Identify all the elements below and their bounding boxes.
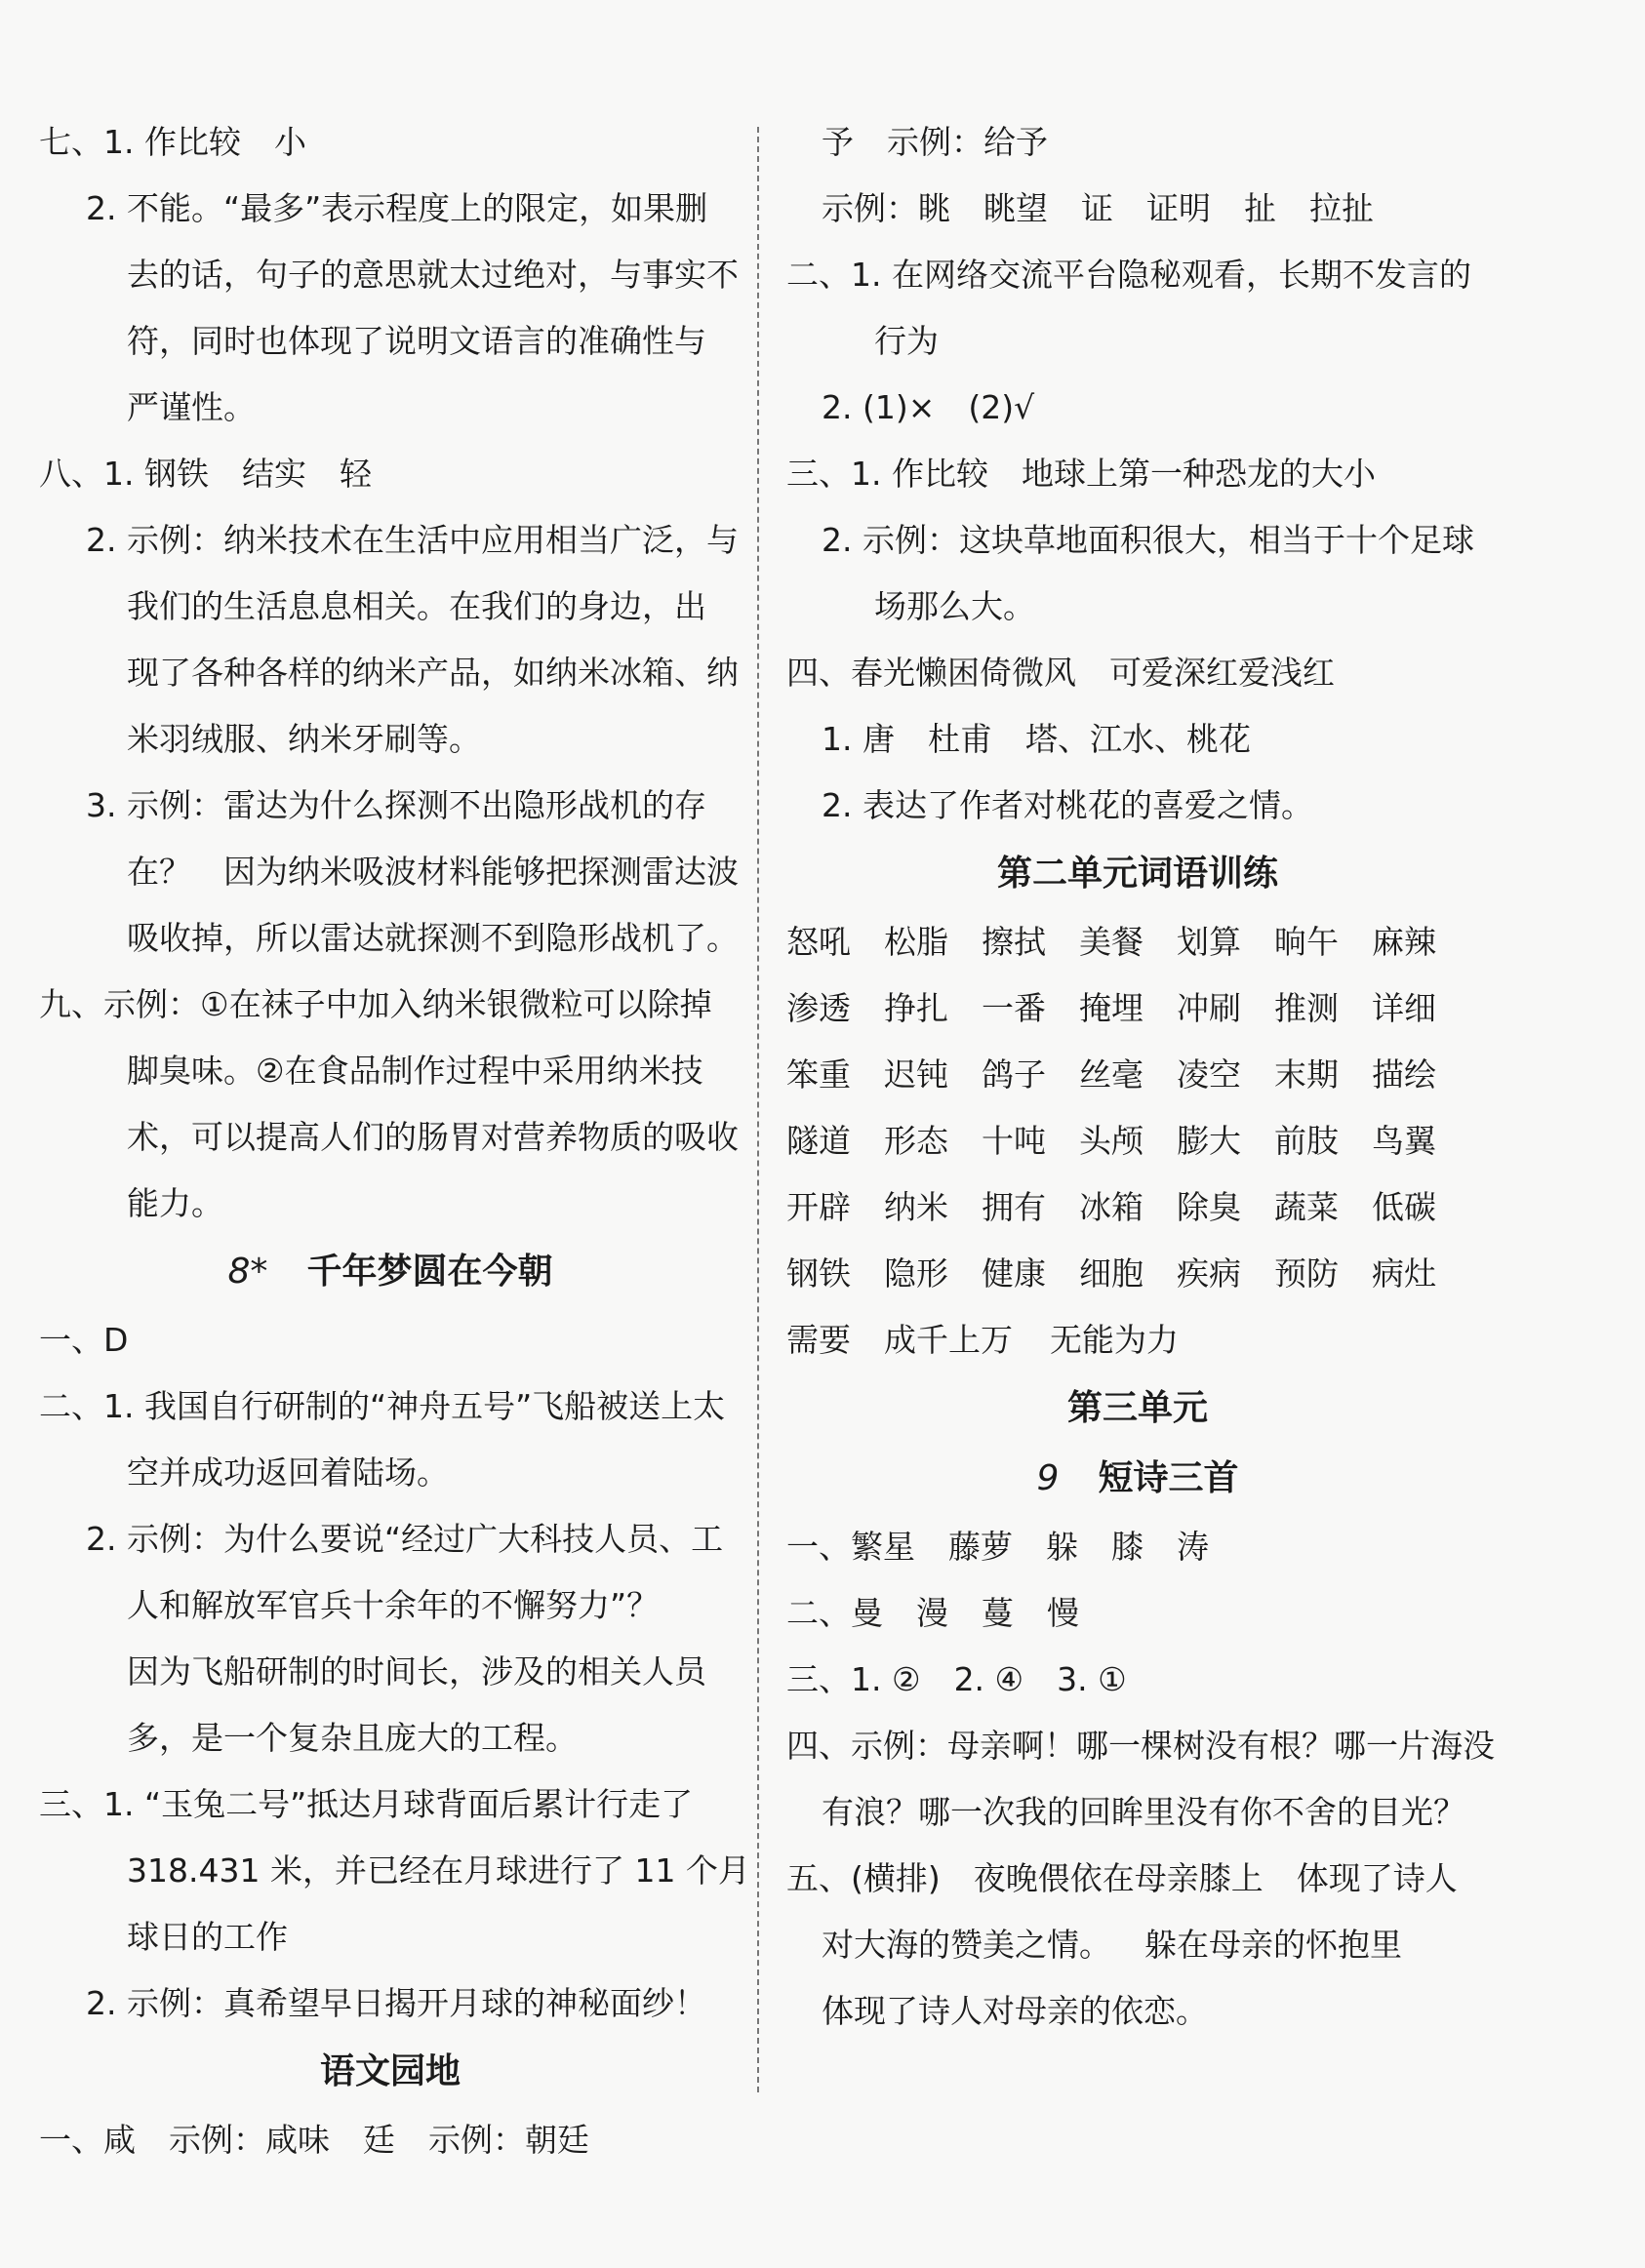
vocab-word: 隧道 xyxy=(786,1122,851,1160)
vocab-word: 冰箱 xyxy=(1079,1188,1143,1226)
vocab-word: 笨重 xyxy=(786,1055,851,1094)
vocab-row xyxy=(786,1108,1489,1174)
vocab-word: 开辟 xyxy=(786,1188,851,1226)
vocab-word: 迟钝 xyxy=(884,1055,948,1094)
answer-line: 能力。 xyxy=(127,1184,223,1222)
vocab-row xyxy=(786,1241,1489,1307)
column-divider xyxy=(757,127,759,2092)
answer-line: 2. 示例：为什么要说“经过广大科技人员、工 xyxy=(86,1520,724,1558)
vocab-word: 推测 xyxy=(1274,989,1339,1027)
vocab-word: 美餐 xyxy=(1079,923,1143,961)
answer-line: 行为 xyxy=(874,322,939,360)
vocab-word: 掩埋 xyxy=(1079,989,1143,1027)
answer-line: 二、1. 我国自行研制的“神舟五号”飞船被送上太 xyxy=(39,1387,726,1425)
right-column xyxy=(786,109,1495,2045)
vocab-word: 形态 xyxy=(884,1122,948,1160)
answer-line: 四、示例：母亲啊！哪一棵树没有根？哪一片海没 xyxy=(786,1727,1495,1765)
vocab-word: 冲刷 xyxy=(1177,989,1241,1027)
vocab-word: 头颅 xyxy=(1079,1122,1143,1160)
answer-line: 因为飞船研制的时间长，涉及的相关人员 xyxy=(127,1652,706,1691)
vocab-word: 详细 xyxy=(1372,989,1436,1027)
vocab-word: 除臭 xyxy=(1177,1188,1241,1226)
answer-line: 七、1. 作比较 小 xyxy=(39,123,306,161)
vocab-word: 挣扎 xyxy=(884,989,948,1027)
answer-line: 1. 唐 杜甫 塔、江水、桃花 xyxy=(822,720,1251,758)
vocab-heading: 第二单元词语训练 xyxy=(996,854,1278,894)
vocab-word: 纳米 xyxy=(884,1188,948,1226)
vocab-word: 低碳 xyxy=(1372,1188,1436,1226)
answer-line: 2. 示例：真希望早日揭开月球的神秘面纱！ xyxy=(86,1984,706,2022)
answer-line: 对大海的赞美之情。 躲在母亲的怀抱里 xyxy=(822,1926,1402,1964)
answer-line: 去的话，句子的意思就太过绝对，与事实不 xyxy=(127,256,739,294)
vocab-word: 怒吼 xyxy=(786,923,851,961)
unit-heading: 第三单元 xyxy=(1066,1388,1208,1428)
vocab-word: 末期 xyxy=(1274,1055,1339,1094)
answer-line: 3. 示例：雷达为什么探测不出隐形战机的存 xyxy=(86,786,706,824)
answer-line: 人和解放军官兵十余年的不懈努力”？ xyxy=(127,1586,660,1624)
answer-line: 吸收掉，所以雷达就探测不到隐形战机了。 xyxy=(127,919,739,957)
vocab-word: 一番 xyxy=(982,989,1046,1027)
answer-line: 我们的生活息息相关。在我们的身边，出 xyxy=(127,587,706,625)
answer-line: 二、1. 在网络交流平台隐秘观看，长期不发言的 xyxy=(786,256,1471,294)
answer-line: 体现了诗人对母亲的依恋。 xyxy=(822,1992,1208,2030)
vocab-word: 拥有 xyxy=(982,1188,1046,1226)
vocab-word: 擦拭 xyxy=(982,923,1046,961)
answer-line: 予 示例：给予 xyxy=(822,123,1048,161)
vocab-word: 划算 xyxy=(1177,923,1241,961)
answer-line: 一、繁星 藤萝 躲 膝 涛 xyxy=(786,1528,1209,1566)
vocab-word: 晌午 xyxy=(1274,923,1339,961)
lesson-heading: 8* 千年梦圆在今朝 xyxy=(227,1252,553,1292)
answer-line: 在？ 因为纳米吸波材料能够把探测雷达波 xyxy=(127,853,739,891)
vocab-word: 麻辣 xyxy=(1372,923,1436,961)
answer-line: 三、1. ② 2. ④ 3. ① xyxy=(786,1660,1127,1698)
vocab-word: 健康 xyxy=(982,1254,1046,1293)
vocab-word: 膨大 xyxy=(1177,1122,1241,1160)
answer-line: 示例：眺 眺望 证 证明 扯 拉扯 xyxy=(822,189,1374,227)
answer-line: 一、D xyxy=(39,1321,129,1359)
left-column xyxy=(39,109,750,2173)
vocab-row xyxy=(786,1307,1489,1373)
section-heading: 语文园地 xyxy=(319,2051,461,2091)
answer-line: 八、1. 钢铁 结实 轻 xyxy=(39,455,372,493)
vocab-row xyxy=(786,1042,1489,1108)
answer-line: 米羽绒服、纳米牙刷等。 xyxy=(127,720,481,758)
answer-line: 四、春光懒困倚微风 可爱深红爱浅红 xyxy=(786,654,1335,692)
vocab-word: 隐形 xyxy=(884,1254,948,1293)
vocab-word: 凌空 xyxy=(1177,1055,1241,1094)
answer-line: 2. 示例：纳米技术在生活中应用相当广泛，与 xyxy=(86,521,739,559)
answer-line: 2. 示例：这块草地面积很大，相当于十个足球 xyxy=(822,521,1474,559)
answer-line: 2. 不能。“最多”表示程度上的限定，如果删 xyxy=(86,189,708,227)
answer-line: 五、(横排) 夜晚偎依在母亲膝上 体现了诗人 xyxy=(786,1859,1458,1897)
answer-line: 现了各种各样的纳米产品，如纳米冰箱、纳 xyxy=(127,654,739,692)
answer-line: 一、咸 示例：咸味 廷 示例：朝廷 xyxy=(39,2121,589,2159)
answer-line: 多，是一个复杂且庞大的工程。 xyxy=(127,1719,578,1757)
answer-line: 三、1. “玉兔二号”抵达月球背面后累计行走了 xyxy=(39,1785,694,1823)
answer-line: 二、曼 漫 蔓 慢 xyxy=(786,1594,1079,1632)
vocab-word: 描绘 xyxy=(1372,1055,1436,1094)
vocab-row xyxy=(786,975,1489,1042)
vocab-word: 预防 xyxy=(1274,1254,1339,1293)
vocab-word: 无能为力 xyxy=(1050,1321,1179,1359)
vocab-row xyxy=(786,1174,1489,1241)
vocab-word: 蔬菜 xyxy=(1274,1188,1339,1226)
answer-line: 三、1. 作比较 地球上第一种恐龙的大小 xyxy=(786,455,1376,493)
answer-line: 严谨性。 xyxy=(127,388,256,426)
answer-line: 九、示例：①在袜子中加入纳米银微粒可以除掉 xyxy=(39,985,712,1023)
vocab-word: 钢铁 xyxy=(786,1254,851,1293)
vocab-word: 渗透 xyxy=(786,989,851,1027)
vocab-word: 丝毫 xyxy=(1079,1055,1143,1094)
answer-line: 球日的工作 xyxy=(127,1918,288,1956)
vocab-word: 需要 xyxy=(786,1321,851,1359)
answer-line: 脚臭味。②在食品制作过程中采用纳米技 xyxy=(127,1052,703,1090)
lesson-heading: 9 短诗三首 xyxy=(1036,1458,1239,1498)
vocab-word: 病灶 xyxy=(1372,1254,1436,1293)
vocab-word: 成千上万 xyxy=(884,1321,1013,1359)
answer-line: 有浪？哪一次我的回眸里没有你不舍的目光？ xyxy=(822,1793,1465,1831)
answer-line: 318.431 米，并已经在月球进行了 11 个月 xyxy=(127,1851,750,1890)
answer-line: 空并成功返回着陆场。 xyxy=(127,1453,449,1492)
answer-line: 2. 表达了作者对桃花的喜爱之情。 xyxy=(822,786,1313,824)
answer-line: 2. (1)× (2)√ xyxy=(822,388,1035,426)
answer-line: 术，可以提高人们的肠胃对营养物质的吸收 xyxy=(127,1118,739,1156)
vocab-word: 十吨 xyxy=(982,1122,1046,1160)
vocab-word: 细胞 xyxy=(1079,1254,1143,1293)
vocab-word: 鸽子 xyxy=(982,1055,1046,1094)
answer-line: 场那么大。 xyxy=(874,587,1035,625)
vocab-word: 鸟翼 xyxy=(1372,1122,1436,1160)
vocab-word: 松脂 xyxy=(884,923,948,961)
vocab-word: 疾病 xyxy=(1177,1254,1241,1293)
vocab-row xyxy=(786,909,1489,975)
answer-line: 符，同时也体现了说明文语言的准确性与 xyxy=(127,322,706,360)
vocab-word: 前肢 xyxy=(1274,1122,1339,1160)
